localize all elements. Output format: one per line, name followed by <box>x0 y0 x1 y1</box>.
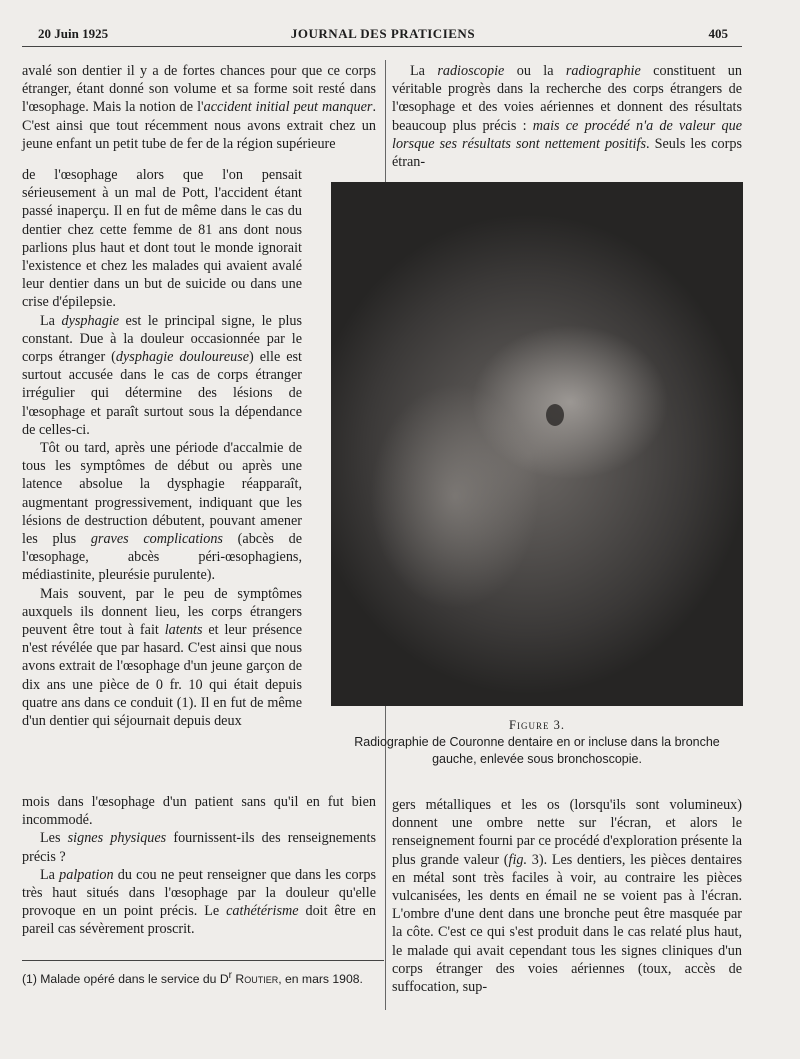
header-journal-title: JOURNAL DES PRATICIENS <box>290 26 476 41</box>
paragraph: mois dans l'œsophage d'un patient sans qu'il en fut bien incommodé. <box>22 794 376 829</box>
header-rule <box>22 46 742 47</box>
dental-crown-shadow <box>546 404 564 426</box>
paragraph: La palpation du cou ne peut renseigner que dans les corps très haut situés dans l'œsophage par la douleur qu'elle provoque en un point précis. Le cathétérisme doit être en pareil cas sévèrement proscrit. <box>22 866 376 938</box>
paragraph: Les signes physiques fournissent-ils des renseignements précis ? <box>22 830 376 865</box>
right-column-top <box>392 62 742 171</box>
paragraph: La dysphagie est le principal signe, le plus constant. Due à la douleur occasionnée par le corps étranger (dysphagie douloureuse) elle est surtout accusée dans le cas de corps étranger irrégulier qui détermine des lésions de l'œsophage et paraît surtout sous la dépendance de celles-ci. <box>22 312 302 438</box>
paragraph: avalé son dentier il y a de fortes chances pour que ce corps étranger, étant donné son volume et sa forme soit resté dans l'œsophage. Mais la notion de l'accident initial peut manquer. C'est ainsi que tout récemment nous avons extrait chez un jeune enfant un petit tube de fer de la région supérieure <box>22 63 376 152</box>
page-header <box>38 26 728 46</box>
footnote: (1) Malade opéré dans le service du $D^r$ Routier, en mars 1908. <box>22 970 363 987</box>
left-column-bottom <box>22 793 376 939</box>
left-column-middle <box>22 166 302 730</box>
paragraph: gers métalliques et les os (lorsqu'ils sont volumineux) donnent une ombre nette sur l'écran, et alors le renseignement fourni par ce procédé d'exploration présente la plus grande valeur (fig. 3). Les dentiers, les pièces dentaires en métal sont très faciles à voir, au contraire les pièces vulcanisées, les dents en émail ne se voient pas à l'écran. L'ombre d'une dent dans une bronche peut être masquée par la côte. C'est ce qui s'est produit dans le cas relaté plus haut, le malade qui avait cependant tous les signes cliniques d'un corps étranger des voies aériennes (toux, accès de suffocation, sup- <box>392 797 742 996</box>
footnote-rule <box>22 960 384 961</box>
left-column-top <box>22 62 376 153</box>
figure-caption <box>331 717 743 768</box>
figure-caption-text: Radiographie de Couronne dentaire en or incluse dans la bronche gauche, enlevée sous bronchoscopie. <box>354 735 720 766</box>
figure-title: Figure 3. <box>509 718 565 732</box>
header-page-number: 405 <box>708 26 728 41</box>
paragraph: Tôt ou tard, après une période d'accalmie de tous les symptômes de début ou après une latence absolue la dysphagie réapparaît, augmentant progressivement, indiquant que les lésions de destruction débutent, pouvant amener les plus graves complications (abcès de l'œsophage, abcès péri-œsophagiens, médiastinite, pleurésie purulente). <box>22 440 303 584</box>
header-date: 20 Juin 1925 <box>38 26 109 41</box>
paragraph: La radioscopie ou la radiographie constituent un véritable progrès dans la recherche des corps étrangers de l'œsophage et des voies aériennes et donnent des résultats beaucoup plus précis : mais ce procédé n'a de valeur que lorsque ses résultats sont nettement positifs. Seuls les corps étran- <box>392 63 742 171</box>
paragraph: de l'œsophage alors que l'on pensait sérieusement à un mal de Pott, l'accident étant passé inaperçu. Il en fut de même dans le cas du dentier chez cette femme de 81 ans dont nous parlions plus haut et dont tout le monde ignorait l'existence et chez les malades qui avaient avalé leur dentier dans un but de suicide ou dans une crise d'épilepsie. <box>22 167 302 311</box>
radiograph-figure <box>331 182 743 706</box>
right-column-bottom <box>392 796 742 996</box>
paragraph: Mais souvent, par le peu de symptômes auxquels ils donnent lieu, les corps étrangers peuvent être tout à fait latents et leur présence n'est révélée que par hasard. C'est ainsi que nous avons extrait de l'œsophage d'un jeune garçon de dix ans une pièce de 0 fr. 10 qui était depuis quatre ans dans ce conduit (1). Il en fut de même d'un dentier qui séjournait depuis deux <box>22 585 302 730</box>
